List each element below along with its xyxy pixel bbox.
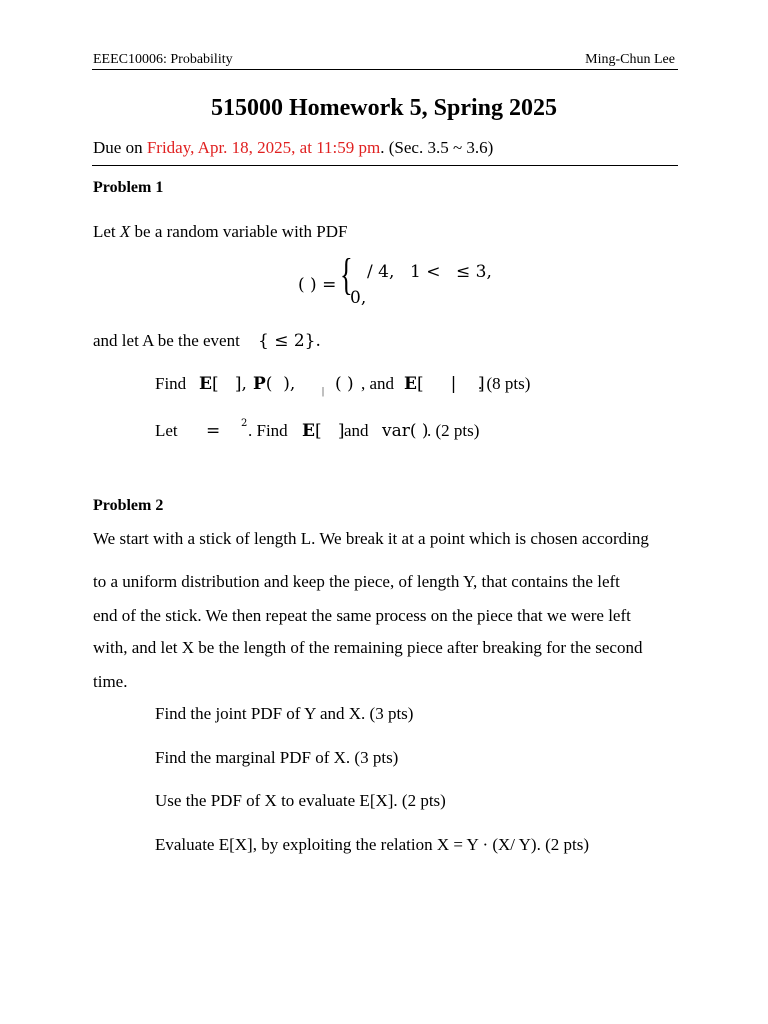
item2-let: Let <box>155 421 178 440</box>
item2-find: . Find <box>248 421 288 440</box>
due-datetime: Friday, Apr. 18, 2025, at 11:59 pm <box>146 138 381 157</box>
item2-points: . (2 pts) <box>427 421 480 440</box>
due-suffix: . (Sec. 3.5 ~ 3.6) <box>380 138 494 157</box>
event-math: { ≤ 2}. <box>258 331 321 351</box>
item1-and: , and <box>361 374 395 393</box>
problem1-heading: Problem 1 <box>93 179 164 196</box>
problem2-item: Find the joint PDF of Y and X. (3 pts) <box>155 704 414 723</box>
intro-text-b: be a random variable with PDF <box>130 222 348 241</box>
intro-text-a: Let <box>93 222 120 241</box>
conditional-bar: | <box>322 386 325 397</box>
document-title: 515000 Homework 5, Spring 2025 <box>210 95 557 121</box>
problem1-intro <box>93 222 347 242</box>
intro-var: X <box>119 222 131 241</box>
item1-conditional-pdf: ( ) <box>335 374 354 394</box>
problem2-heading: Problem 2 <box>93 497 164 514</box>
item1-find: Find <box>155 374 187 393</box>
item2-superscript: 2 <box>241 418 248 429</box>
problem2-line: end of the stick. We then repeat the same process on the piece that we were left <box>93 606 631 625</box>
problem2-line: time. <box>93 672 128 691</box>
problem2-item: Evaluate E[X], by exploiting the relation X = Y · (X/ Y). (2 pts) <box>155 835 589 854</box>
course-header: EEEC10006: Probability <box>93 52 233 67</box>
problem2-item: Use the PDF of X to evaluate E[X]. (2 pts) <box>155 791 446 810</box>
piecewise-brace: { <box>340 250 353 299</box>
problem2-line: with, and let X be the length of the remaining piece after breaking for the second <box>93 638 643 657</box>
due-line <box>93 138 493 158</box>
due-rule <box>92 165 678 166</box>
case1-cond-a: 1 < <box>410 262 441 282</box>
item2-equals: = <box>206 421 221 441</box>
case1-expr: / 4, <box>367 262 395 282</box>
item1-conditional-expectation: E[ | ] <box>404 374 485 394</box>
pdf-lhs: ( ) = <box>298 275 337 295</box>
item2-variance: var( ) <box>382 421 429 441</box>
event-text: and let A be the event <box>93 331 240 350</box>
header-rule <box>92 69 678 70</box>
item1-points: . (8 pts) <box>478 374 531 393</box>
problem2-line: We start with a stick of length L. We break it at a point which is chosen according <box>93 529 649 548</box>
item1-probability: P( ), <box>253 374 296 394</box>
problem2-line: to a uniform distribution and keep the piece, of length Y, that contains the left <box>93 572 620 591</box>
due-prefix: Due on <box>93 138 147 157</box>
problem2-item: Find the marginal PDF of X. (3 pts) <box>155 748 399 767</box>
case2-expr: 0, <box>350 288 367 308</box>
case1-cond-b: ≤ 3, <box>456 262 492 282</box>
item2-and: and <box>344 421 369 440</box>
author-header: Ming-Chun Lee <box>585 52 675 67</box>
item2-expectation: E[ ] <box>302 421 345 441</box>
item1-expectation: E[ ], <box>199 374 247 394</box>
